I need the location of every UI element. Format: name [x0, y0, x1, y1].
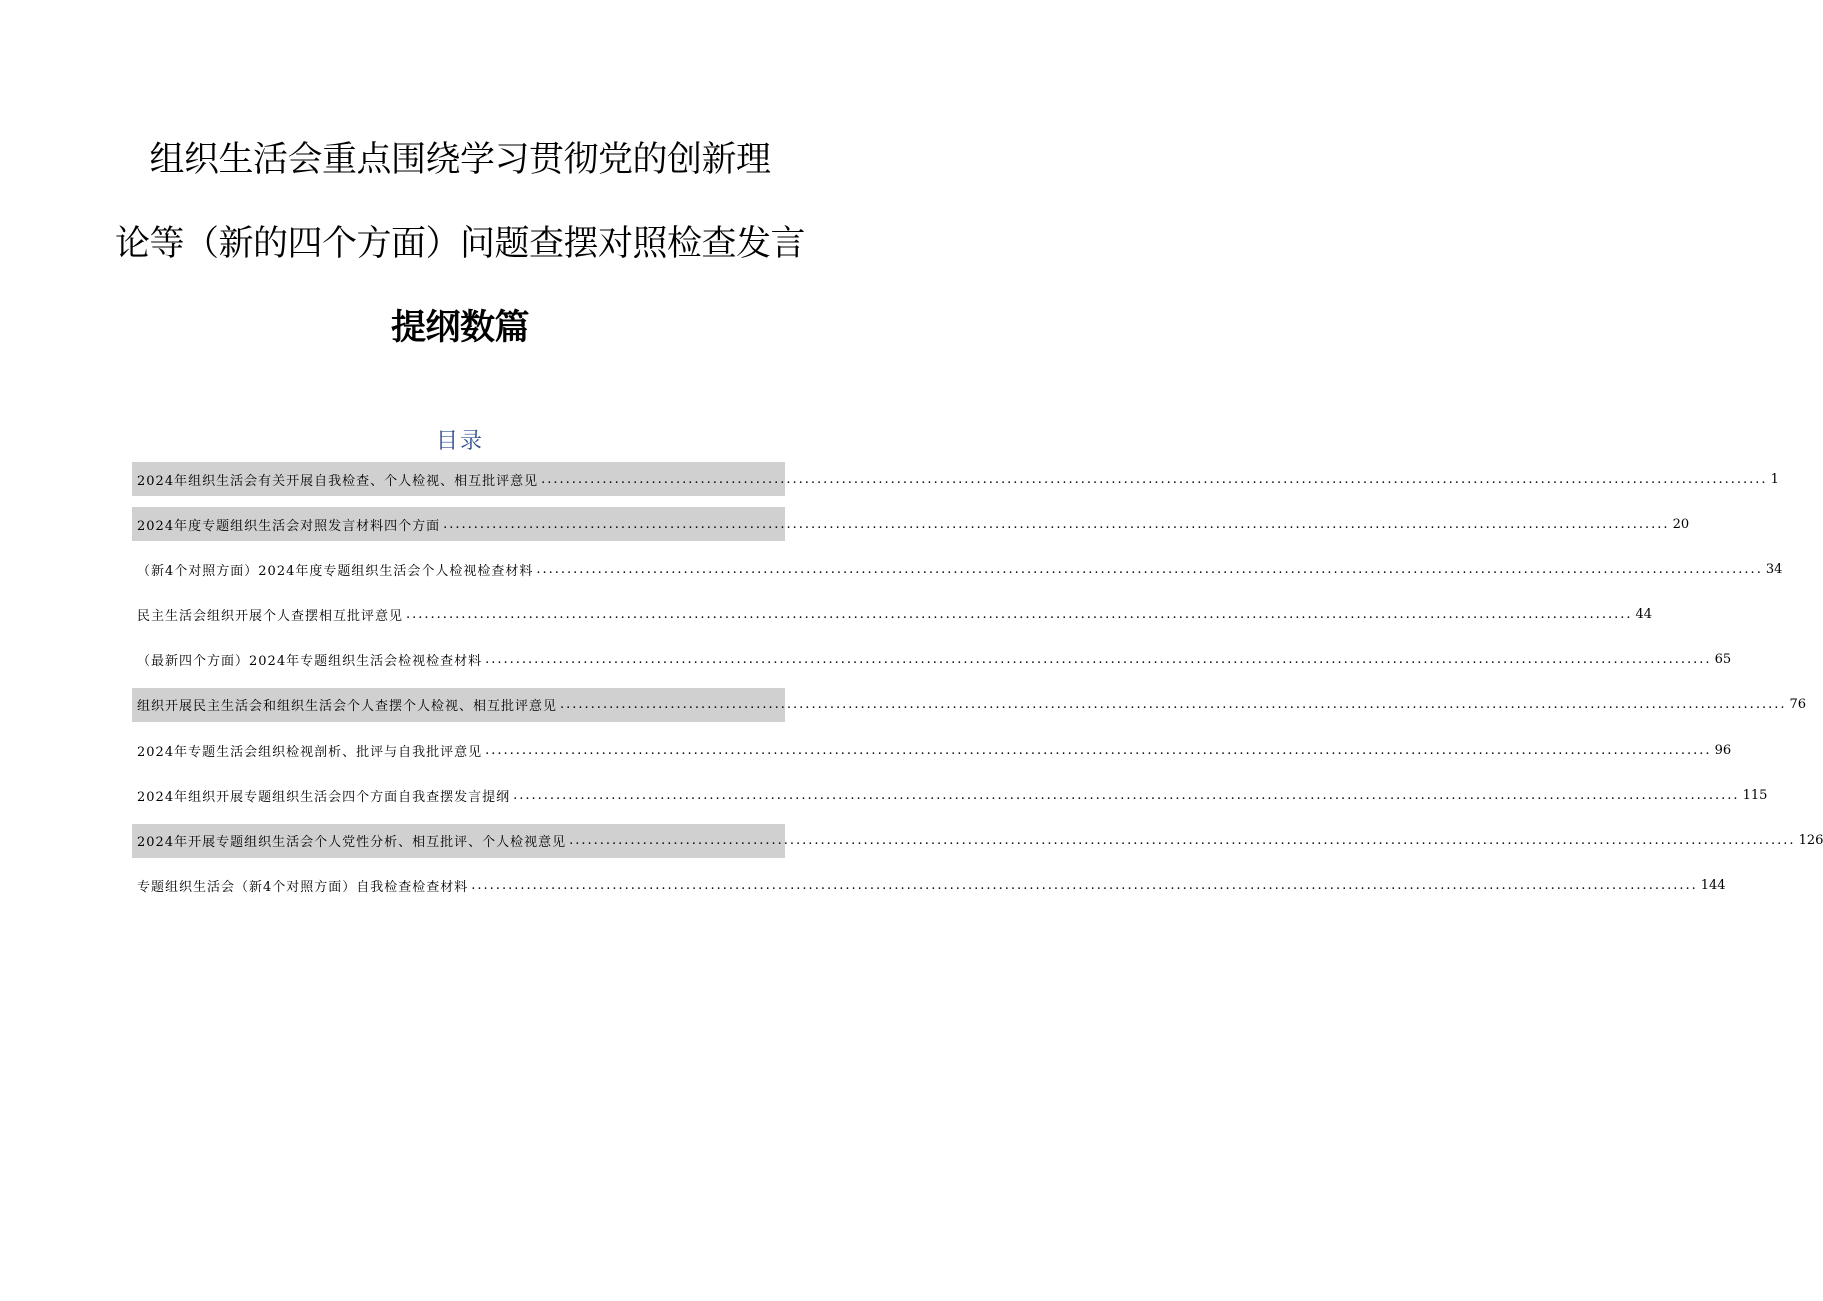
- toc-leader-dots: ........................................................................................................................................................................................................: [560, 697, 1787, 713]
- toc-entry-9[interactable]: [132, 824, 1823, 858]
- toc-page-number: 126: [1798, 833, 1823, 848]
- toc-leader-dots: ........................................................................................................................................................................................................: [443, 516, 1670, 532]
- toc-entry-10[interactable]: [132, 869, 1726, 903]
- toc-page-number: 1: [1770, 471, 1779, 487]
- toc-entry-5[interactable]: [132, 643, 1732, 677]
- toc-entry-text: （最新四个方面）2024年专题组织生活会检视检查材料: [137, 654, 483, 670]
- toc-page-number: 34: [1765, 561, 1783, 577]
- toc-entry-6[interactable]: [132, 688, 1807, 722]
- toc-entry-text: （新4个对照方面）2024年度专题组织生活会个人检视检查材料: [137, 563, 534, 579]
- toc-page-number: 76: [1789, 697, 1807, 713]
- toc-page-number: 115: [1742, 787, 1768, 803]
- toc-entry-text: 2024年度专题组织生活会对照发言材料四个方面: [137, 518, 441, 534]
- toc-page-number: 44: [1635, 607, 1653, 623]
- title-line-2: 论等（新的四个方面）问题查摆对照检查发言: [114, 224, 805, 264]
- toc-entry-2[interactable]: [132, 507, 1690, 541]
- toc-entry-text: 民主生活会组织开展个人查摆相互批评意见: [137, 609, 404, 625]
- title-line-1: 组织生活会重点围绕学习贯彻党的创新理: [149, 140, 771, 180]
- toc-page-number: 144: [1700, 878, 1726, 894]
- title-line-3: 提纲数篇: [390, 308, 529, 348]
- toc-entry-text: 组织开展民主生活会和组织生活会个人查摆个人检视、相互批评意见: [137, 699, 558, 715]
- document-title: [0, 118, 920, 370]
- toc-entry-text: 2024年专题生活会组织检视剖析、批评与自我批评意见: [137, 744, 483, 760]
- toc-leader-dots: ........................................................................................................................................................................................................: [513, 787, 1740, 803]
- toc-page-number: 65: [1714, 652, 1732, 668]
- toc-leader-dots: ........................................................................................................................................................................................................: [485, 652, 1712, 668]
- toc-entry-text: 2024年组织开展专题组织生活会四个方面自我查摆发言提纲: [137, 789, 511, 805]
- toc-heading: 目录: [435, 429, 484, 454]
- toc-entry-8[interactable]: [132, 778, 1768, 812]
- toc-leader-dots: ........................................................................................................................................................................................................: [471, 878, 1698, 894]
- toc-entry-3[interactable]: [132, 552, 1783, 586]
- toc-entry-text: 专题组织生活会（新4个对照方面）自我检查检查材料: [137, 880, 469, 896]
- toc-leader-dots: ........................................................................................................................................................................................................: [569, 833, 1796, 848]
- toc-entry-text: 2024年开展专题组织生活会个人党性分析、相互批评、个人检视意见: [137, 835, 567, 850]
- toc-entry-text: 2024年组织生活会有关开展自我检查、个人检视、相互批评意见: [137, 473, 539, 489]
- toc-leader-dots: ........................................................................................................................................................................................................: [541, 471, 1768, 487]
- table-of-contents: [132, 462, 1823, 914]
- toc-leader-dots: ........................................................................................................................................................................................................: [485, 742, 1712, 758]
- toc-entry-1[interactable]: [132, 462, 1779, 496]
- toc-leader-dots: ........................................................................................................................................................................................................: [536, 561, 1763, 577]
- toc-page-number: 96: [1714, 742, 1732, 758]
- toc-entry-4[interactable]: [132, 598, 1653, 632]
- toc-page-number: 20: [1672, 516, 1690, 532]
- toc-leader-dots: ........................................................................................................................................................................................................: [406, 607, 1633, 623]
- toc-entry-7[interactable]: [132, 733, 1732, 767]
